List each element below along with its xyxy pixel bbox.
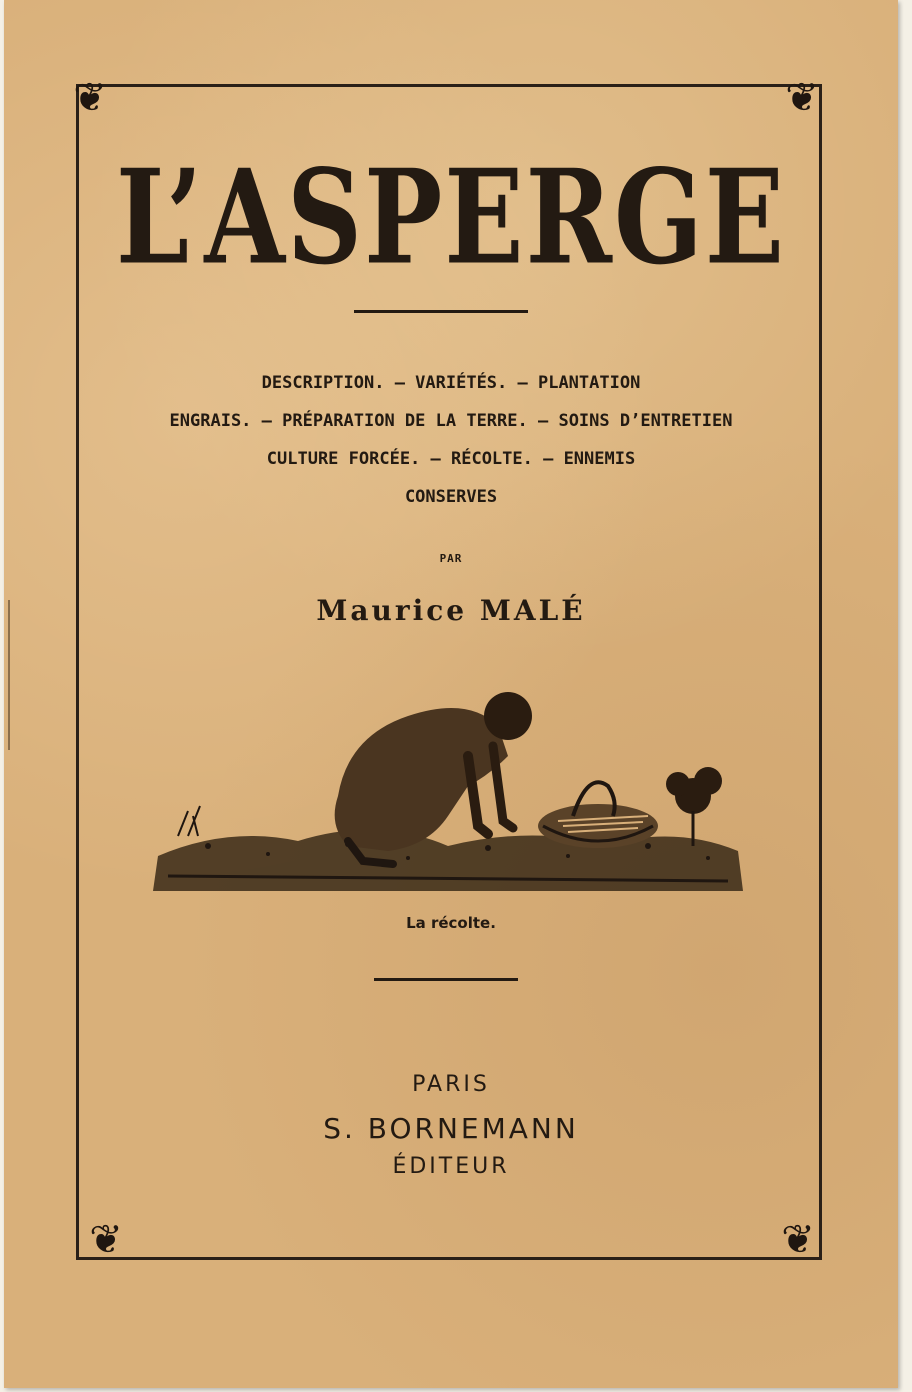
ornament-corner-bottom-right-icon: ❦ <box>781 1217 815 1263</box>
farmer-harvesting-illustration <box>148 676 748 906</box>
by-label: PAR <box>439 552 463 565</box>
ornament-corner-bottom-left-icon: ❦ <box>89 1217 123 1263</box>
subject-line: ENGRAIS. — PRÉPARATION DE LA TERRE. — SOINS D’ENTRETIEN <box>169 411 733 431</box>
publisher-role: ÉDITEUR <box>392 1154 510 1179</box>
book-cover <box>4 0 898 1388</box>
title-divider <box>354 310 528 313</box>
subject-list <box>4 364 898 516</box>
book-title: L’ASPERGE <box>115 140 787 294</box>
subject-line: DESCRIPTION. — VARIÉTÉS. — PLANTATION <box>261 373 641 393</box>
publisher-city: PARIS <box>412 1072 490 1097</box>
subject-line: CULTURE FORCÉE. — RÉCOLTE. — ENNEMIS <box>266 449 636 469</box>
subject-line: CONSERVES <box>404 487 498 507</box>
author-name: Maurice MALÉ <box>316 594 586 627</box>
ornament-corner-top-left-icon: ❦ <box>73 75 107 121</box>
ornament-corner-top-right-icon: ❦ <box>785 75 819 121</box>
bottom-divider <box>374 978 518 981</box>
illustration-caption: La récolte. <box>406 914 496 932</box>
publisher-name: S. BORNEMANN <box>323 1112 579 1145</box>
